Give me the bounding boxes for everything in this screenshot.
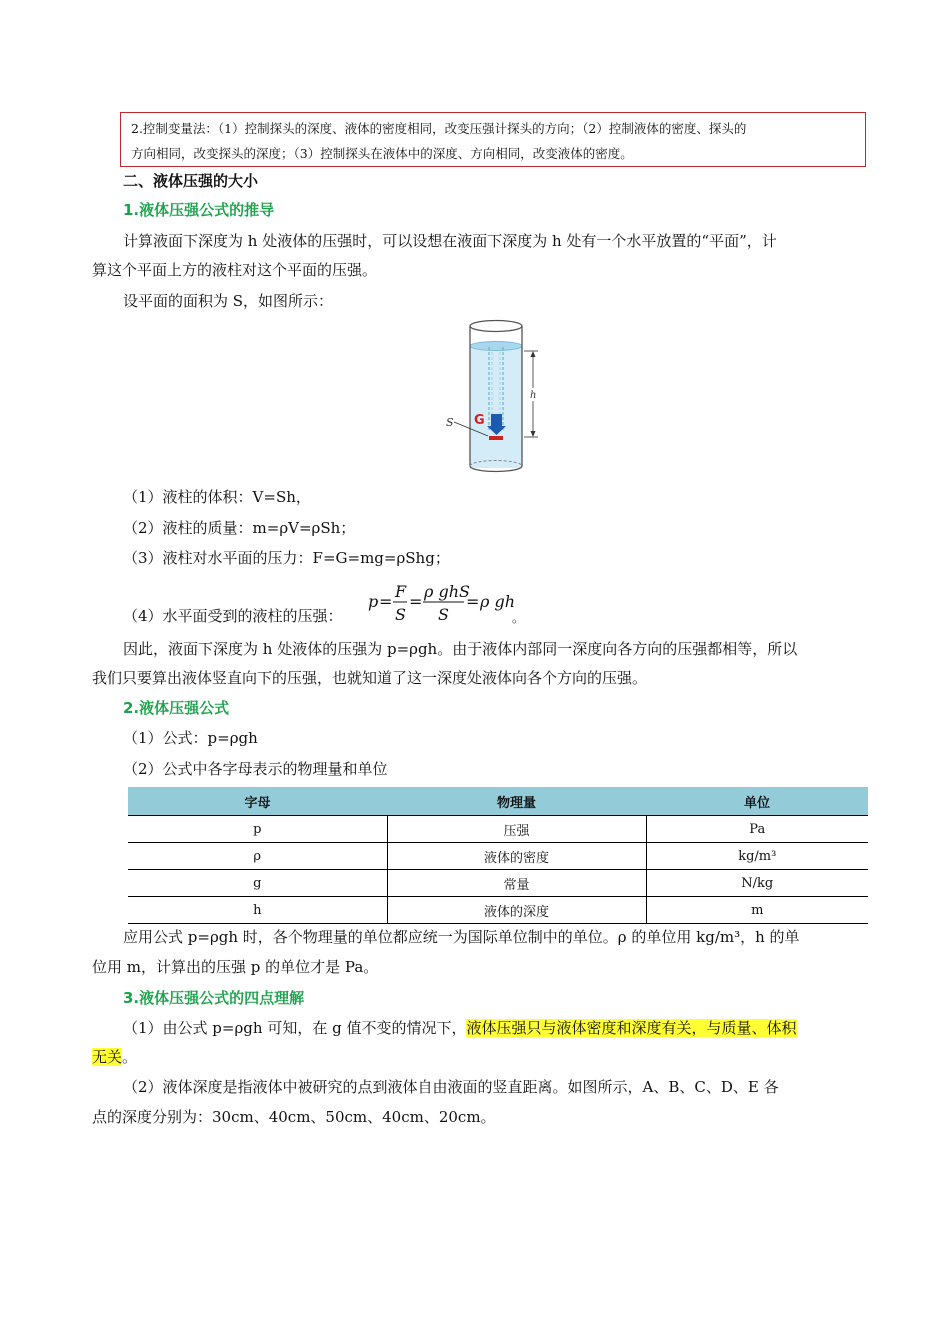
formula-rho-g-h-s: ρ ghS [424, 582, 470, 601]
formula-p: p [368, 592, 379, 611]
formula-s: S [395, 605, 406, 624]
point-1-line-1 [123, 1018, 797, 1038]
note-line-2: 方向相同，改变探头的深度；（3）控制探头在液体中的深度、方向相同，改变液体的密度。 [131, 146, 633, 161]
point-1-highlight-2: 无关 [92, 1048, 123, 1066]
table-row [128, 870, 868, 897]
table-row [128, 816, 868, 843]
paragraph-derivation-line-1: 计算液面下深度为 h 处液体的压强时，可以设想在液面下深度为 h 处有一个水平放置的“平面”，计 [123, 232, 777, 250]
table-row [128, 897, 868, 924]
formula-f: F [395, 582, 407, 601]
formula-item-1: （1）公式：p=ρgh [123, 729, 258, 747]
point-1-prefix: （1）由公式 p=ρgh 可知，在 g 值不变的情况下， [123, 1019, 467, 1037]
cell-letter: g [128, 870, 387, 897]
paragraph-units-line-1: 应用公式 p=ρgh 时，各个物理量的单位都应统一为国际单位制中的单位。ρ 的单位用 kg/m³，h 的单 [123, 928, 800, 946]
cell-quantity: 压强 [387, 816, 646, 843]
step-2-mass: （2）液柱的质量：m=ρV=ρSh； [123, 519, 356, 537]
liquid-surface [470, 342, 522, 351]
symbols-units-table [128, 787, 868, 924]
paragraph-conclusion-line-1: 因此，液面下深度为 h 处液体的压强为 p=ρgh。由于液体内部同一深度向各方向的压强都相等，所以 [123, 640, 798, 658]
cell-quantity: 液体的深度 [387, 897, 646, 924]
point-1-line-2: 无关。 [92, 1048, 138, 1066]
paragraph-units-line-2: 位用 m，计算出的压强 p 的单位才是 Pa。 [92, 958, 379, 976]
paragraph-derivation-line-2: 算这个平面上方的液柱对这个平面的压强。 [92, 261, 378, 279]
point-2-line-1: （2）液体深度是指液体中被研究的点到液体自由液面的竖直距离。如图所示，A、B、C、D、E 各 [123, 1078, 779, 1096]
header-letter: 字母 [128, 787, 387, 816]
plane-s [489, 436, 503, 440]
note-line-1: 2.控制变量法：（1）控制探头的深度、液体的密度相同，改变压强计探头的方向；（2）控制液体的密度、探头的 [131, 121, 747, 136]
table-header-row [128, 787, 868, 816]
svg-text:。: 。 [512, 611, 525, 625]
cell-letter: h [128, 897, 387, 924]
point-1-highlight-1: 液体压强只与液体密度和深度有关，与质量、体积 [466, 1019, 797, 1037]
label-g: G [474, 413, 485, 428]
liquid-fill [470, 346, 522, 468]
gravity-arrow-icon [491, 414, 502, 426]
subsection-title-four-points: 3.液体压强公式的四点理解 [123, 989, 305, 1007]
label-h: h [530, 390, 537, 401]
point-2-line-2: 点的深度分别为：30cm、40cm、50cm、40cm、20cm。 [92, 1108, 496, 1126]
paragraph-area-s: 设平面的面积为 S，如图所示： [123, 292, 334, 310]
svg-text:S: S [438, 605, 449, 624]
cell-letter: ρ [128, 843, 387, 870]
subsection-title-derivation: 1.液体压强公式的推导 [123, 201, 275, 219]
cell-unit: Pa [646, 816, 868, 843]
step-3-force: （3）液柱对水平面的压力：F=G=mg=ρShg； [123, 549, 450, 567]
header-quantity: 物理量 [387, 787, 646, 816]
step-4-pressure: （4）水平面受到的液柱的压强： [123, 607, 343, 625]
formula-item-2: （2）公式中各字母表示的物理量和单位 [123, 760, 388, 778]
cell-unit: m [646, 897, 868, 924]
svg-text:=: = [379, 592, 393, 611]
cell-quantity: 液体的密度 [387, 843, 646, 870]
control-variable-note-box [120, 112, 866, 167]
step-1-volume: （1）液柱的体积：V=Sh， [123, 488, 311, 506]
cell-letter: p [128, 816, 387, 843]
subsection-title-formula: 2.液体压强公式 [123, 699, 230, 717]
pressure-formula [368, 580, 525, 626]
section-title-liquid-pressure: 二、液体压强的大小 [123, 172, 259, 190]
cell-quantity: 常量 [387, 870, 646, 897]
svg-text:=: = [466, 592, 480, 611]
label-s: S [446, 416, 454, 429]
svg-text:=: = [409, 592, 423, 611]
cell-unit: kg/m³ [646, 843, 868, 870]
paragraph-conclusion-line-2: 我们只要算出液体竖直向下的压强，也就知道了这一深度处液体向各个方向的压强。 [92, 669, 648, 687]
liquid-column-figure [440, 316, 550, 478]
table-row [128, 843, 868, 870]
header-unit: 单位 [646, 787, 868, 816]
formula-rho-g-h: ρ gh [480, 592, 516, 611]
cylinder-rim [470, 321, 522, 332]
cell-unit: N/kg [646, 870, 868, 897]
